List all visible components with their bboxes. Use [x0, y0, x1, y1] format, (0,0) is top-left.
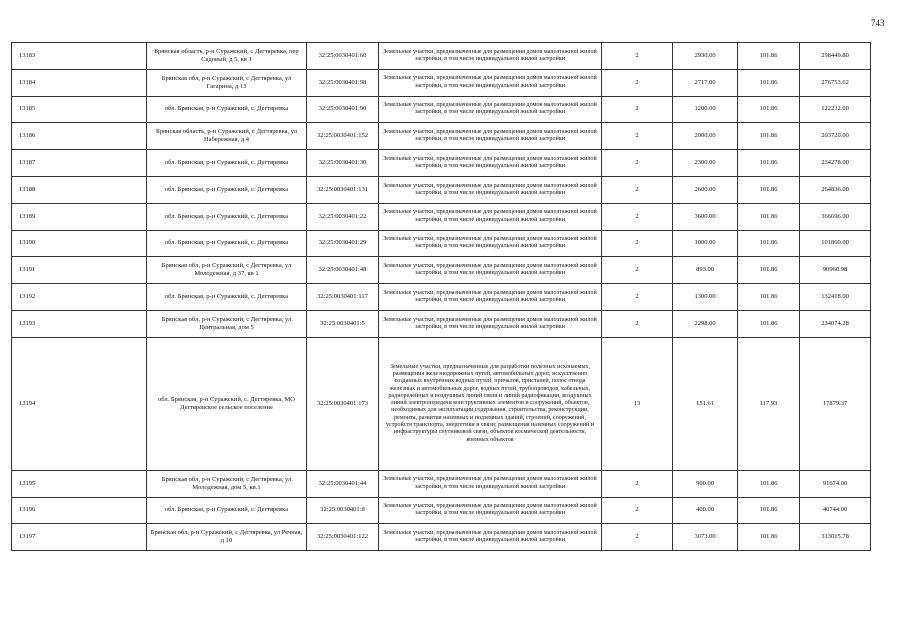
group-code: 2: [602, 284, 673, 311]
row-number: 13191: [12, 257, 147, 284]
row-number: 13190: [12, 230, 147, 257]
address: Брянская область, р-н Суражский, с Дегтяревка, ул Набережная, д 4: [147, 123, 307, 150]
land-purpose: Земельные участки, предназначенные для размещения домов малоэтажной жилой застройки, в том числе индивидуальной жилой застройки: [379, 230, 602, 257]
table-row: [12, 150, 871, 177]
area: 2298.00: [673, 310, 738, 337]
cadastral-value: 234278.00: [800, 150, 871, 177]
row-number: 13187: [12, 150, 147, 177]
table-row: [12, 257, 871, 284]
group-code: 13: [602, 337, 673, 470]
group-code: 2: [602, 470, 673, 497]
address: обл. Брянская, р-н Суражский, с. Дегтяревка: [147, 497, 307, 524]
address: Брянская область, р-н Суражский, с Дегтяревка, пер Садовый, д 5, кв 1: [147, 43, 307, 70]
row-number: 13189: [12, 203, 147, 230]
cadastral-number: 32:25:0030401:5: [307, 310, 379, 337]
row-number: 13186: [12, 123, 147, 150]
specific-value: 101.86: [738, 123, 800, 150]
land-purpose: Земельные участки, предназначенные для размещения домов малоэтажной жилой застройки, в том числе индивидуальной жилой застройки: [379, 524, 602, 551]
row-number: 13195: [12, 470, 147, 497]
group-code: 2: [602, 69, 673, 96]
land-purpose: Земельные участки, предназначенные для размещения домов малоэтажной жилой застройки, в том числе индивидуальной жилой застройки: [379, 470, 602, 497]
cadastral-value: 91674.00: [800, 470, 871, 497]
page-number: 743: [871, 18, 885, 28]
area: 1200.00: [673, 96, 738, 123]
row-number: 13184: [12, 69, 147, 96]
address: обл. Брянская, р-н Суражский, с. Дегтяревка: [147, 96, 307, 123]
area: 2000.00: [673, 123, 738, 150]
area: 1300.00: [673, 284, 738, 311]
address: обл. Брянская, р-н Суражский, с. Дегтяревка: [147, 284, 307, 311]
cadastral-value: 313015.78: [800, 524, 871, 551]
row-number: 13185: [12, 96, 147, 123]
specific-value: 101.86: [738, 69, 800, 96]
address: обл. Брянская, р-н Суражский, с. Дегтяревка, МО Дегтяревское сельское поселение: [147, 337, 307, 470]
cadastral-number: 32:25:0030401:122: [307, 524, 379, 551]
cadastral-value: 264836.00: [800, 176, 871, 203]
land-purpose: Земельные участки, предназначенные для размещения домов малоэтажной жилой застройки, в том числе индивидуальной жилой застройки: [379, 96, 602, 123]
group-code: 2: [602, 310, 673, 337]
cadastral-number: 32:25:0030401:131: [307, 176, 379, 203]
cadastral-value: 203720.00: [800, 123, 871, 150]
row-number: 13183: [12, 43, 147, 70]
address: Брянская обл, р-н Суражский, с Дегтяревка, ул Молодежная, дом 5, кв.1: [147, 470, 307, 497]
land-purpose: Земельные участки, предназначенные для размещения домов малоэтажной жилой застройки, в том числе индивидуальной жилой застройки: [379, 123, 602, 150]
land-purpose: Земельные участки, предназначенные для размещения домов малоэтажной жилой застройки, в том числе индивидуальной жилой застройки: [379, 176, 602, 203]
cadastral-number: 32:25:0030401:30: [307, 150, 379, 177]
table-row: [12, 524, 871, 551]
address: обл. Брянская, р-н Суражский, с. Дегтяревка: [147, 176, 307, 203]
table-row: [12, 284, 871, 311]
cadastral-number: 32:25:0030401:117: [307, 284, 379, 311]
address: обл. Брянская, р-н Суражский, с. Дегтяревка: [147, 150, 307, 177]
cadastral-value: 276753.62: [800, 69, 871, 96]
cadastral-value: 234074.28: [800, 310, 871, 337]
table-row: [12, 230, 871, 257]
group-code: 2: [602, 497, 673, 524]
group-code: 2: [602, 524, 673, 551]
address: Брянская обл, р-н Суражский, с Дегтяревка, ул Гагарина, д 13: [147, 69, 307, 96]
table-row: [12, 43, 871, 70]
land-purpose: Земельные участки, предназначенные для размещения домов малоэтажной жилой застройки, в том числе индивидуальной жилой застройки: [379, 257, 602, 284]
land-purpose: Земельные участки, предназначенные для размещения домов малоэтажной жилой застройки, в том числе индивидуальной жилой застройки: [379, 150, 602, 177]
cadastral-value: 366696.00: [800, 203, 871, 230]
address: Брянская обл, р-н Суражский, с Дегтяревка, ул Речная, д 10: [147, 524, 307, 551]
specific-value: 101.86: [738, 470, 800, 497]
group-code: 2: [602, 203, 673, 230]
area: 2300.00: [673, 150, 738, 177]
area: 3073.00: [673, 524, 738, 551]
table-row: [12, 310, 871, 337]
specific-value: 101.86: [738, 284, 800, 311]
area: 2717.00: [673, 69, 738, 96]
cadastral-value: 40744.00: [800, 497, 871, 524]
cadastral-number: 32:25:0030401:173: [307, 337, 379, 470]
specific-value: 101.86: [738, 497, 800, 524]
row-number: 13197: [12, 524, 147, 551]
cadastral-value: 17879.37: [800, 337, 871, 470]
area: 1000.00: [673, 230, 738, 257]
cadastral-number: 32:25:0030401:60: [307, 43, 379, 70]
table-row: [12, 497, 871, 524]
group-code: 2: [602, 123, 673, 150]
table-row: [12, 470, 871, 497]
row-number: 13194: [12, 337, 147, 470]
specific-value: 101.86: [738, 96, 800, 123]
cadastral-number: 32:25:0030401:22: [307, 203, 379, 230]
address: Брянская обл, р-н Суражский, с Дегтяревка, ул Молодежная, д 37, кв 1: [147, 257, 307, 284]
group-code: 2: [602, 176, 673, 203]
group-code: 2: [602, 257, 673, 284]
cadastral-value: 298449.80: [800, 43, 871, 70]
cadastral-value: 122232.00: [800, 96, 871, 123]
cadastral-number: 32:25:0030401:29: [307, 230, 379, 257]
area: 400.00: [673, 497, 738, 524]
land-purpose: Земельные участки, предназначенные для размещения домов малоэтажной жилой застройки, в том числе индивидуальной жилой застройки: [379, 497, 602, 524]
group-code: 2: [602, 96, 673, 123]
land-purpose: Земельные участки, предназначенные для размещения домов малоэтажной жилой застройки, в том числе индивидуальной жилой застройки: [379, 43, 602, 70]
cadastral-value-table: [11, 42, 871, 551]
address: обл. Брянская, р-н Суражский, с. Дегтяревка: [147, 230, 307, 257]
land-purpose: Земельные участки, предназначенные для размещения домов малоэтажной жилой застройки, в том числе индивидуальной жилой застройки: [379, 203, 602, 230]
area: 893.00: [673, 257, 738, 284]
cadastral-number: 32:25:0030401:8: [307, 497, 379, 524]
row-number: 13192: [12, 284, 147, 311]
specific-value: 117.93: [738, 337, 800, 470]
group-code: 2: [602, 43, 673, 70]
cadastral-number: 32:25:0030401:48: [307, 257, 379, 284]
area: 900.00: [673, 470, 738, 497]
cadastral-number: 32:25:0030401:98: [307, 69, 379, 96]
cadastral-number: 32:25:0030401:44: [307, 470, 379, 497]
area: 2600.00: [673, 176, 738, 203]
specific-value: 101.86: [738, 310, 800, 337]
row-number: 13188: [12, 176, 147, 203]
specific-value: 101.86: [738, 230, 800, 257]
specific-value: 101.86: [738, 43, 800, 70]
area: 151.61: [673, 337, 738, 470]
specific-value: 101.86: [738, 150, 800, 177]
address: обл. Брянская, р-н Суражский, с. Дегтяревка: [147, 203, 307, 230]
cadastral-value: 101860.00: [800, 230, 871, 257]
land-purpose: Земельные участки, предназначенные для размещения домов малоэтажной жилой застройки, в том числе индивидуальной жилой застройки: [379, 310, 602, 337]
group-code: 2: [602, 150, 673, 177]
specific-value: 101.86: [738, 257, 800, 284]
area: 2930.00: [673, 43, 738, 70]
row-number: 13193: [12, 310, 147, 337]
table-row: [12, 176, 871, 203]
specific-value: 101.86: [738, 176, 800, 203]
cadastral-number: 32:25:0030401:152: [307, 123, 379, 150]
table-row: [12, 123, 871, 150]
specific-value: 101.86: [738, 203, 800, 230]
group-code: 2: [602, 230, 673, 257]
table-row: [12, 69, 871, 96]
land-purpose: Земельные участки, предназначенные для разработки полезных ископаемых, размещения железнодорожных путей, автомобильных дорог, искусственно созданных внутренних водных путей, причалов, пристаней, полос отвода железных и автомобильных дорог, водных путей, трубопроводов, кабельных, радиорелейных и воздушных линий связи и линий радиофикации, воздушных линий электропередачи конструктивных элементов и сооружений, объектов, необходимых для эксплуатации,содержания, строительства, реконструкции, ремонта, развития наземных и подземных зданий, строений, сооружений, устройств транспорта, энергетики и связи; размещения наземных сооружений и инфраструктуры спутниковой связи, объектов космической деятельности, военных объектов: [379, 337, 602, 470]
area: 3600.00: [673, 203, 738, 230]
table-row: [12, 337, 871, 470]
row-number: 13196: [12, 497, 147, 524]
cadastral-value: 90960.98: [800, 257, 871, 284]
table-row: [12, 96, 871, 123]
specific-value: 101.86: [738, 524, 800, 551]
land-purpose: Земельные участки, предназначенные для размещения домов малоэтажной жилой застройки, в том числе индивидуальной жилой застройки: [379, 69, 602, 96]
cadastral-number: 32:25:0030401:90: [307, 96, 379, 123]
cadastral-value: 132418.00: [800, 284, 871, 311]
table-row: [12, 203, 871, 230]
land-purpose: Земельные участки, предназначенные для размещения домов малоэтажной жилой застройки, в том числе индивидуальной жилой застройки: [379, 284, 602, 311]
address: Брянская обл, р-н Суражский, с Дегтяревка, ул Центральная, дом 5: [147, 310, 307, 337]
